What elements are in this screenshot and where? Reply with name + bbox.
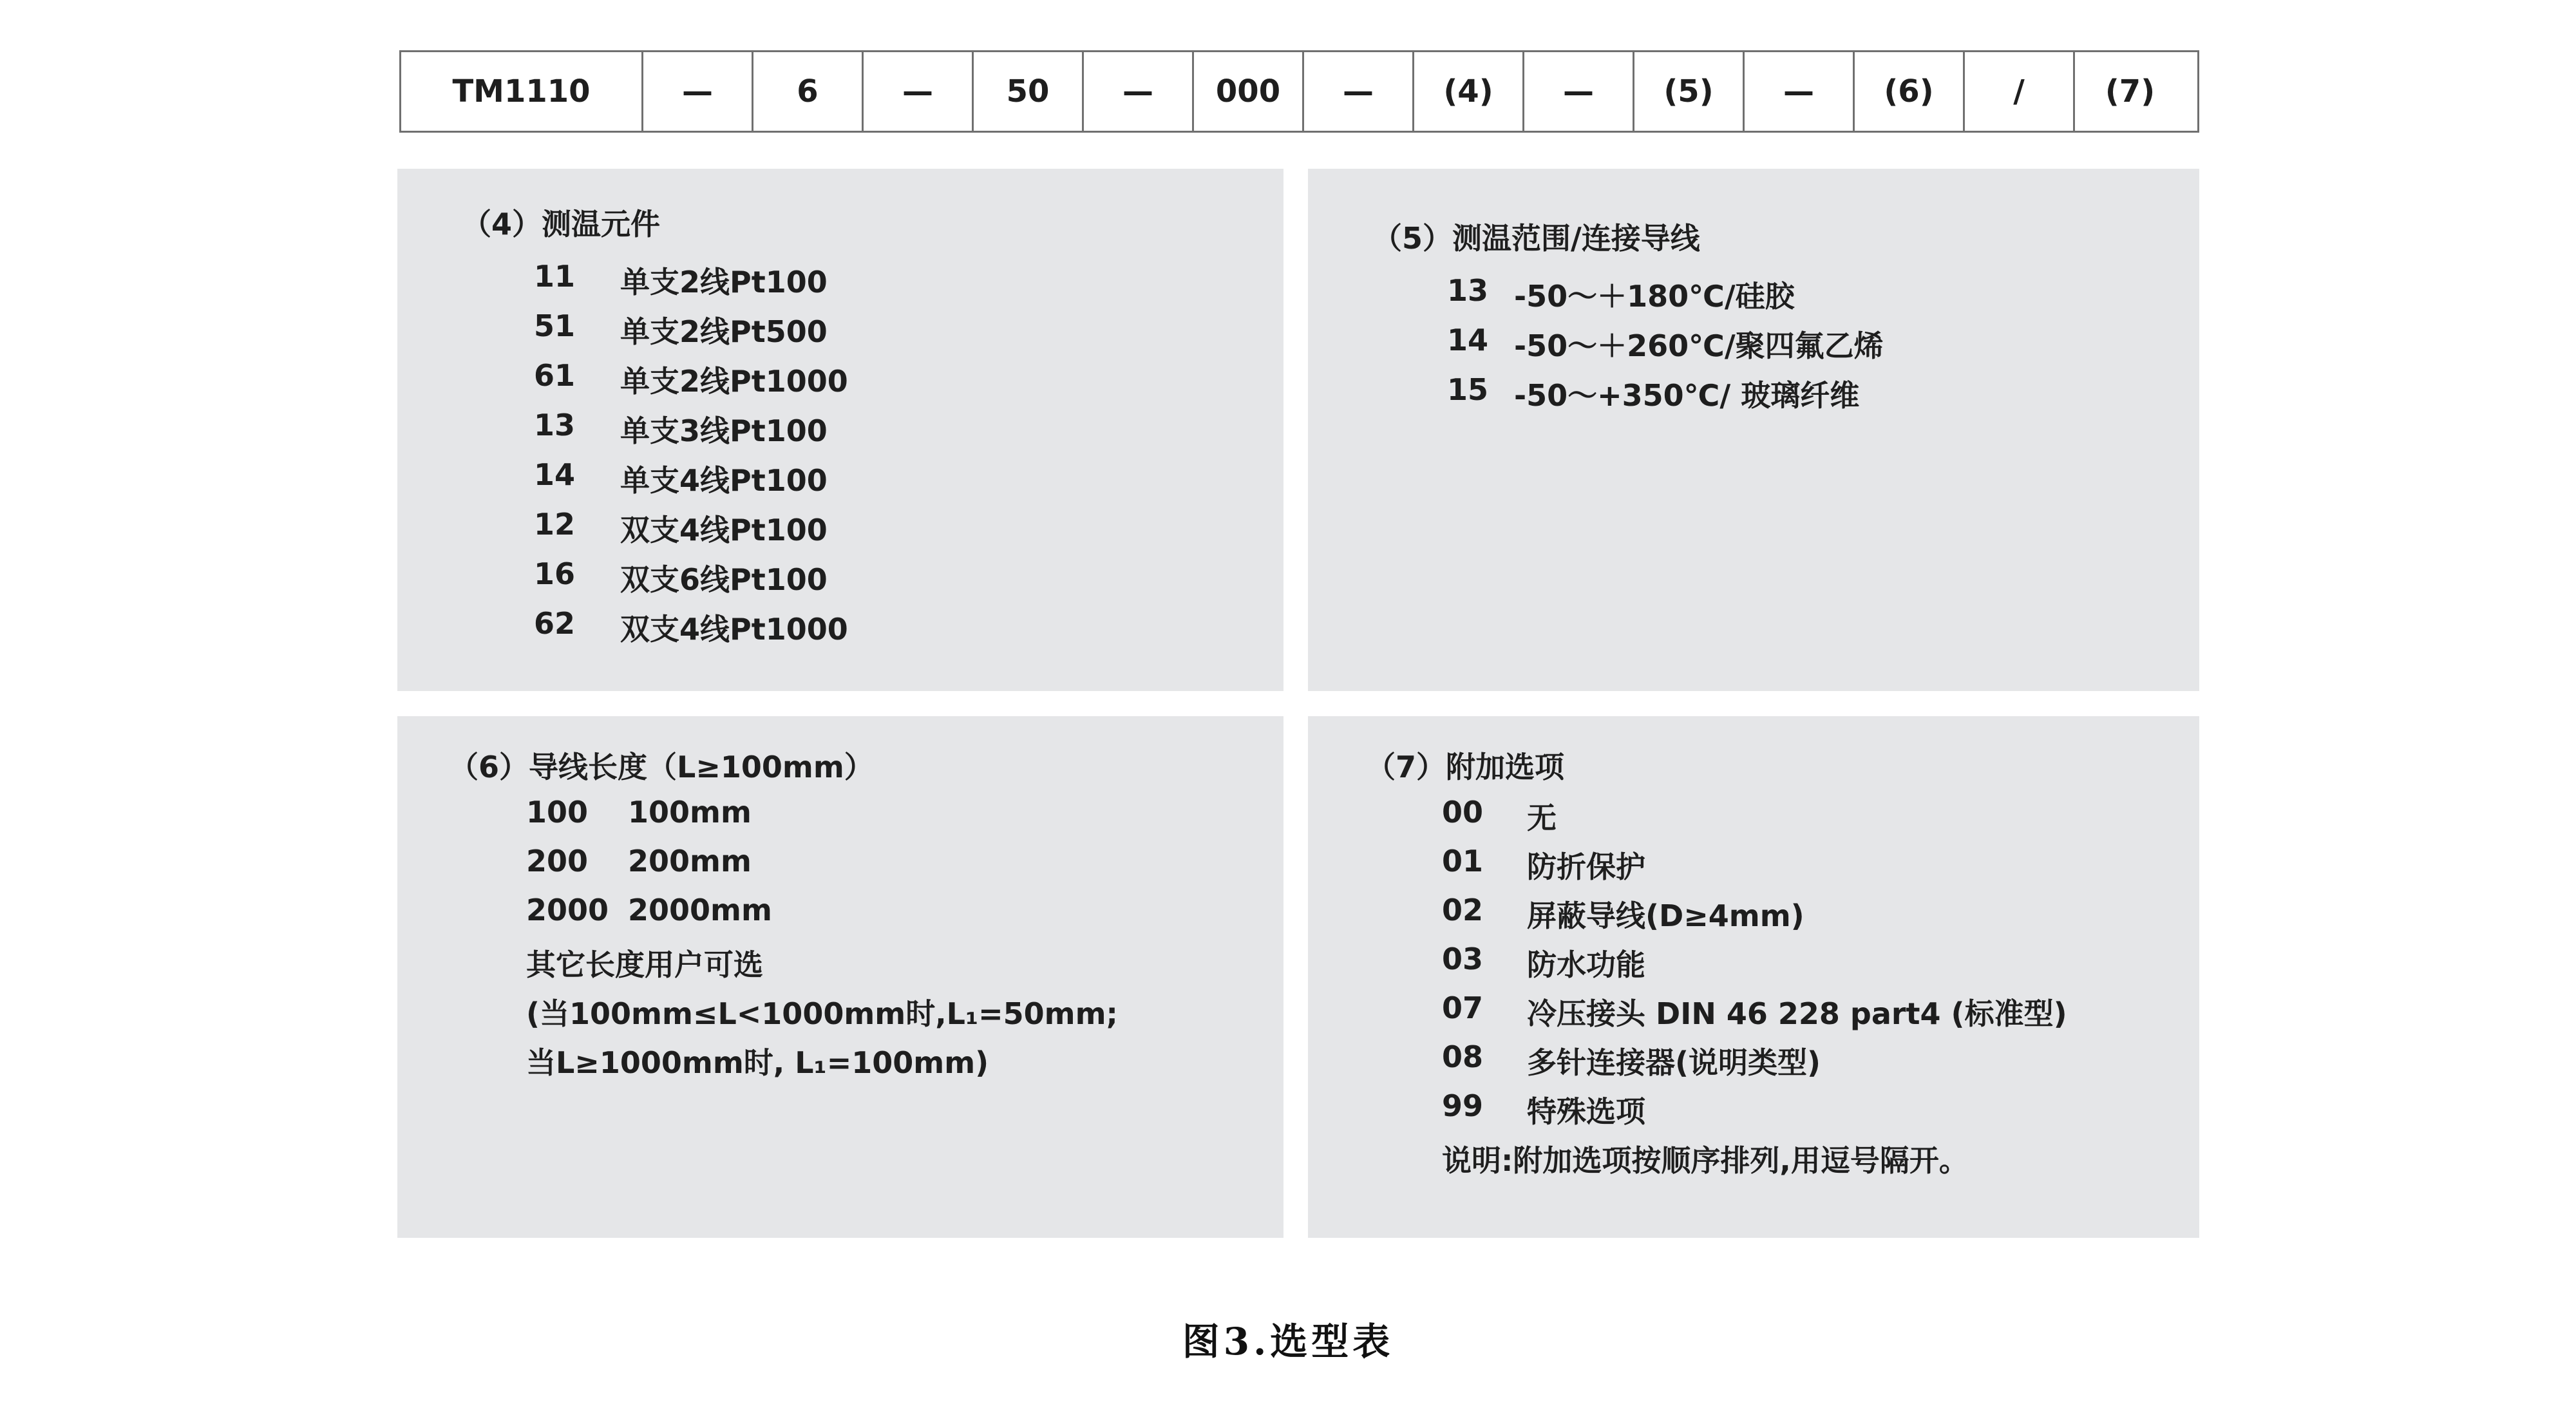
figure-caption: 图3.选型表 [1182,1320,1394,1363]
code-cell-slash: / [1965,52,2075,131]
list-item [534,308,828,351]
item-desc: 单支2线Pt100 [620,265,828,299]
item-code: 200 [526,844,589,878]
list-item [534,457,828,500]
code-cell-000: 000 [1194,52,1304,131]
list-item [1442,942,1645,984]
note-line: (当100mm≤L<1000mm时,L₁=50mm; [526,996,1118,1031]
panel-temperature-range [1308,169,2199,691]
item-desc: 特殊选项 [1527,1094,1645,1129]
list-item [1442,1088,1645,1131]
item-code: 01 [1442,844,1484,878]
code-cell-separator: — [1084,52,1194,131]
item-desc: 双支6线Pt100 [620,562,828,597]
item-desc: -50～+350℃/ 玻璃纤维 [1514,378,1860,413]
item-code: 15 [1447,372,1489,407]
item-desc: 无 [1527,801,1557,835]
list-item [526,795,752,830]
note-line: 当L≥1000mm时, L₁=100mm) [526,1045,989,1080]
code-cell-separator: — [1524,52,1634,131]
list-item [1447,323,1884,365]
code-cell-separator: — [1304,52,1414,131]
list-item [1447,372,1859,415]
item-desc: 单支3线Pt100 [620,413,828,448]
code-cell-option-6: (6) [1855,52,1965,131]
list-item [1442,991,2067,1033]
code-cell-6: 6 [753,52,864,131]
item-desc: 单支2线Pt1000 [620,364,848,399]
item-desc: 屏蔽导线(D≥4mm) [1527,898,1804,933]
item-code: 2000 [526,893,609,927]
code-cell-50: 50 [974,52,1084,131]
item-code: 14 [534,457,576,492]
list-item [526,844,752,878]
panel-additional-options [1308,716,2199,1238]
list-item [526,893,772,927]
item-code: 08 [1442,1039,1484,1074]
item-desc: 2000mm [628,893,772,927]
list-item [1442,844,1645,886]
panel-title: （7）附加选项 [1366,750,1565,784]
item-code: 03 [1442,942,1484,976]
code-cell-separator: — [643,52,753,131]
item-code: 16 [534,556,576,591]
code-cell-option-5: (5) [1634,52,1745,131]
note-line: 其它长度用户可选 [526,947,763,982]
item-desc: 防折保护 [1527,849,1645,884]
list-item [534,507,828,549]
item-desc: 双支4线Pt1000 [620,612,848,647]
item-code: 62 [534,606,576,641]
list-item [534,358,848,401]
item-desc: 双支4线Pt100 [620,513,828,547]
panel-title: （5）测温范围/连接导线 [1372,221,1700,256]
item-desc: 冷压接头 DIN 46 228 part4 (标准型) [1527,996,2067,1031]
code-cell-base: TM1110 [401,52,643,131]
item-desc: 单支4线Pt100 [620,463,828,498]
item-desc: 200mm [628,844,752,878]
item-desc: 100mm [628,795,752,830]
list-item [534,556,828,599]
item-code: 07 [1442,991,1484,1025]
list-item [534,259,828,301]
panel-title: （4）测温元件 [462,207,661,242]
item-code: 13 [1447,273,1489,308]
list-item [534,606,848,649]
note-line: 说明:附加选项按顺序排列,用逗号隔开。 [1442,1143,1969,1178]
item-code: 61 [534,358,576,393]
panel-sensor-element [397,169,1283,691]
item-desc: -50～＋260℃/聚四氟乙烯 [1514,328,1884,363]
panel-title: （6）导线长度（L≥100mm） [449,750,874,784]
item-code: 11 [534,259,576,294]
code-cell-separator: — [1745,52,1855,131]
item-desc: 多针连接器(说明类型) [1527,1045,1821,1080]
item-desc: 单支2线Pt500 [620,314,828,349]
item-code: 99 [1442,1088,1484,1123]
item-code: 12 [534,507,576,542]
item-code: 13 [534,408,576,442]
item-code: 02 [1442,893,1484,927]
list-item [534,408,828,450]
item-code: 00 [1442,795,1484,830]
list-item [1442,1039,1821,1082]
list-item [1447,273,1795,316]
code-cell-option-4: (4) [1414,52,1524,131]
item-desc: -50～＋180℃/硅胶 [1514,279,1795,314]
code-cell-separator: — [864,52,974,131]
model-code-strip [399,50,2199,133]
item-desc: 防水功能 [1527,947,1645,982]
list-item [1442,795,1557,837]
panel-lead-length [397,716,1283,1238]
item-code: 100 [526,795,589,830]
list-item [1442,893,1804,935]
item-code: 51 [534,308,576,343]
code-cell-option-7: (7) [2105,73,2155,109]
item-code: 14 [1447,323,1489,357]
